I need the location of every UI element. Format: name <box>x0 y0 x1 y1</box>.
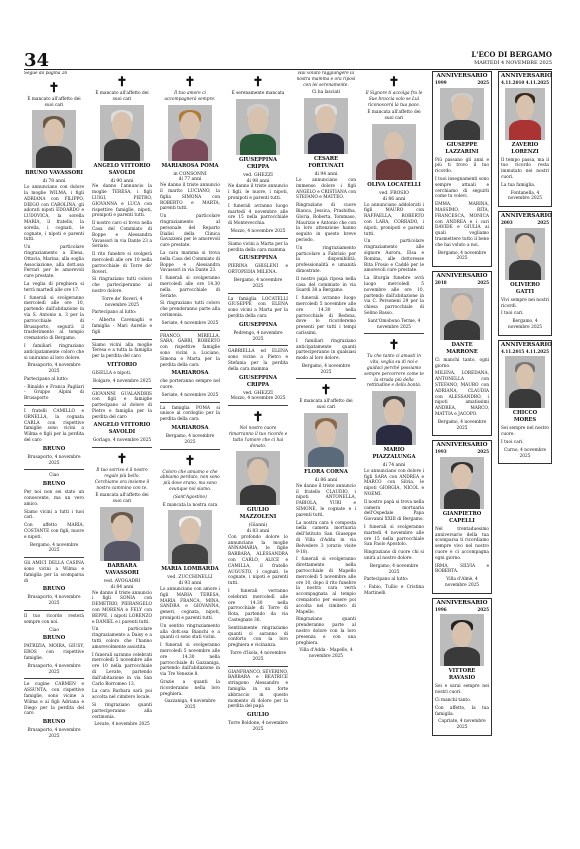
condolence-list: - Fabio, Tullio e Cristina Martinelli <box>364 585 424 597</box>
place-date: Brusaporto, 4 novembre 2025 <box>27 663 81 675</box>
divider <box>24 678 84 679</box>
notice-text: I tuoi insegnamenti sono sempre attuali e cerchiamo di seguirli come tu volevi. <box>435 176 489 200</box>
anniversary-years <box>501 220 549 226</box>
deceased-age: di 86 anni <box>314 478 338 484</box>
year-end: 4.11.2025 <box>525 79 549 85</box>
cross-icon: ✝ <box>252 410 264 426</box>
notice-text: La veglia di preghiera si terrà martedì alle ore 17. <box>24 281 84 293</box>
memorial-quote: Hai voluto raggiungere la nostra mamma e ora riposi con lei serenamente. <box>296 71 356 88</box>
year-end: 2025 <box>477 279 489 285</box>
divider <box>92 447 152 448</box>
anniversary-title: ANNIVERSARIO <box>436 273 488 280</box>
portrait-photo <box>440 288 484 340</box>
place-date: Bergamo, 4 novembre 2025 <box>437 419 487 431</box>
deceased-age: di 98 anni <box>246 178 270 184</box>
notice-text: Lo annunciano con dolore i figli SARA con ANDREA e MARCO con Silvia, le nipoti GIORGIA, NICOL e NOEMI. <box>364 468 424 498</box>
page-number: 34 <box>24 50 50 71</box>
divider <box>24 610 84 611</box>
place-date: Torre de' Roveri, 4 novembre 2025 <box>101 296 143 308</box>
notice-text: Per noi non sei stato un conoscente, ma un vero amico. <box>24 490 84 507</box>
notice-text: I funerali si svolgeranno mercoledì alle ore 10, partendo dall'abitazione in via S. Antonio n. 3 per la parrocchiale di Brusaporto, seguirà il trasferimento al tempio crematorio di Bergamo. <box>24 295 84 342</box>
memorial-quote: Il tuo sorriso è il nostro regalo più bello. Cerchiamo ora insieme il nostro cammino con te. <box>94 468 150 491</box>
divider <box>228 293 288 294</box>
notice-text: Ci manchi tanto, ogni giorno. <box>435 357 489 369</box>
condolence-list: - Rinaldo e Franca Pagliari - Gruppo Alpini di Brusaporto <box>24 384 84 402</box>
column-5 <box>296 71 356 841</box>
intro-text: È serenamente mancata <box>231 91 285 96</box>
deceased-name: GIUSEPPINA <box>238 255 278 262</box>
notice-text: che porteranno sempre nel cuore. <box>160 379 220 391</box>
notice-text: Si ringraziano tutti coloro che parteciperanno al nostro dolore. <box>92 277 152 294</box>
year-end: 2025 <box>477 449 489 455</box>
portrait-photo <box>236 99 280 155</box>
notice-text: La famiglia POMA si unisce al cordoglio per la perdita della cara <box>160 405 220 423</box>
notice-text: I funerali si svolgeranno mercoledì alle ore 14.30 nella parrocchiale di Seriate. <box>160 276 220 299</box>
place-date: Brusaporto, 4 novembre 2025 <box>27 454 81 466</box>
intro-text: È mancato all'affetto dei suoi cari <box>95 91 149 102</box>
divider <box>160 330 220 331</box>
notice-text: GABRIELLA ed ELENA sono vicine a Pietro e Stefania per la perdita della cara mamma <box>228 349 288 372</box>
portrait-photo <box>304 98 348 154</box>
intro-text: Ci ha lasciati <box>311 90 341 96</box>
place-date: Seriate, 4 novembre 2025 <box>161 320 219 326</box>
portrait-photo <box>236 451 280 505</box>
notice-text: I funerali si svolgeranno direttamente nella parrocchiale di Mapello mercoledì 5 novembre alle ore 10, dopo il rito funebre la nostra cara verrà accompagnata al tempio crematorio per essere poi accolta nel cimitero di Mapello. <box>296 557 356 615</box>
notice-text: I funerali saranno celebrati mercoledì 5 novembre alle ore 10 nella parrocchiale di Levate, partendo dall'abitazione in via San Carlo Borromeo 13. <box>92 652 152 687</box>
deceased-married-name: in CONSONNI <box>173 171 207 177</box>
condolence-label: Partecipano al lutto: <box>92 310 137 316</box>
place-date: Mozzo, 4 novembre 2025 <box>230 396 286 402</box>
notice-text: PIERINA GHISLENI e ORTOPEDIA MILENA. <box>228 264 288 276</box>
notice-text: Lo annunciano con dolore la moglie WILMA, i figli ADRIANA con FILIPPO, DIEGO con CAROLINA, gli adorati nipoti EDOARDO e LUDOVICA, la sorella MARIA, il fratello, la sorella, i cognati, le cognate, i nipoti e parenti tutti. <box>24 185 84 243</box>
divider <box>160 402 220 403</box>
year-start: 2018 <box>435 279 447 285</box>
deceased-name: MARIO PIAZZALUNGA <box>372 447 416 461</box>
deceased-age: di 94 anni <box>314 172 338 178</box>
column-7 <box>432 71 492 841</box>
deceased-age: di 83 anni <box>246 529 270 535</box>
deceased-married-name: ved. GHEZZI <box>243 172 273 178</box>
deceased-name: VITTORE RAVASIO <box>448 668 476 682</box>
notice-text: Le cugine CARMEN e ASSUNTA, con rispettive famiglie, sono vicine a Wilma e ai figli Adriana e Diego per la perdita del caro <box>24 682 84 717</box>
deceased-name: MARIAROSA <box>171 425 209 432</box>
deceased-name: OLIVIERO GATTI <box>510 281 540 295</box>
notice-text: La tua famiglia. <box>501 182 536 188</box>
notice-text: Un particolare ringraziamento alle signore Aurora, Elsa e Romina, alle dottoresse Rita Frosio e Caddè per le amorevoli cure prestate. <box>364 239 424 274</box>
notice-text: Vivi sempre nei nostri ricordi. <box>501 297 549 309</box>
place-date: Capriate, 4 novembre 2025 <box>438 719 486 731</box>
place-date: Mozzo, 4 novembre 2025 <box>230 228 286 234</box>
notice-text: Un ringraziamento particolare a Fabrizio per la disponibilità, professionalità e umanità dimostrate. <box>296 245 356 274</box>
divider <box>228 405 288 406</box>
notice-text: Ringraziano quanti prenderanno parte al nostro dolore con la loro presenza e con una preghiera. <box>296 617 356 646</box>
anniversary-years <box>435 80 489 86</box>
notice-text: I funerali avranno luogo martedì 4 novembre alle ore 15 nella parrocchiale di Montevecchia. <box>228 203 288 227</box>
notice-text: I tuoi cari. <box>501 439 524 445</box>
divider <box>228 666 288 667</box>
notice-text: Un particolare ringraziamento a Elena, Ottavia, Marina, alla soglia Associazione, alla dott.ssa Ferrari per le amorevoli cure prestate. <box>24 245 84 280</box>
greeting: Ciao <box>49 627 59 633</box>
anniversary-title: ANNIVERSARIO <box>501 341 552 348</box>
notice-text: Il tuo ricordo resterà sempre con noi. <box>24 614 84 625</box>
anniversary-title: ANNIVERSARIO <box>501 213 552 220</box>
anniversary-years <box>435 449 489 455</box>
notice-text: Siamo vicini alla moglie Teresa e a tutta la famiglia per la perdita del caro <box>92 342 152 360</box>
deceased-age: di 84 anni <box>110 584 134 590</box>
notice-text: EMMA, MARINA, MASSIMO, RITA, FRANCESCA, MONICA con ANDREA e i cari DAVIDE e GIULIA ai quali vogliamo trasmettere tutto il bene che hai voluto a noi. <box>435 202 489 248</box>
notice-text: Ne danno l'annuncio la moglie TERESA, i figli LUIGI, PIETRO, GIOVANNA e LUCA con rispettive famiglie, nipoti, pronipoti e parenti tutti. <box>92 184 152 219</box>
intro-text: È mancata all'affetto dei suoi cari <box>299 399 353 411</box>
anniversary-title: ANNIVERSARIO <box>501 73 552 79</box>
deceased-name: CHICCO MORES <box>512 410 538 424</box>
year-start: 1996 <box>435 606 447 612</box>
portrait-photo <box>168 510 212 564</box>
anniversary-years <box>501 80 549 86</box>
memorial-quote: Nel nostro cuore rimarranno il tuo ricordo e tutto l'amore che ci hai donato. <box>228 426 288 449</box>
memorial-quote: Coloro che amiamo e che abbiamo perduto, non sono più dove erano, ma sono ovunque noi siamo. <box>160 469 220 493</box>
notice-text: La cara mamma si trova nella Casa del Commiato di Boppe e Alessandra Vavassori in via Dante 23. <box>160 250 220 274</box>
notice-text: Grazie a quanti la ricorderanno nella loro preghiera. <box>160 680 220 697</box>
deceased-name: DANTE MARRONE <box>446 341 478 355</box>
notice-text: Con affetto, la tua famiglia. <box>435 705 489 717</box>
column-4 <box>228 71 288 841</box>
notice-text: MILENA, LOREDANA, ANTONELLA con STEFANO, MAURO con ADRIANA, CLAUDIA con ALESSANDRO, i nipoti amatissimi ANDREA, MARCO, MATTIA e JACOPO. <box>435 371 489 417</box>
column-6 <box>364 71 424 841</box>
year-end: 2025 <box>477 606 489 612</box>
notice-text: Più passano gli anni e più ti trovo il tuo ricordo. <box>435 157 489 175</box>
anniversary-notice <box>432 440 492 594</box>
notice-text: Sentitamente ringraziamo quanti ci saranno di conforto con la loro preghiera e vicinanza. <box>228 625 288 649</box>
anniversary-notice <box>432 598 492 736</box>
deceased-name: FLORA CORNA <box>304 469 348 476</box>
deceased-name: GIUSEPPINA CRIPPA <box>238 156 278 170</box>
notice-text: I funerali si svolgeranno mercoledì 5 novembre alle ore 14.30 nella parrocchiale di Gazzaniga, partendo dall'abitazione in via Tre Venezie 8. <box>160 643 220 678</box>
place-date: Bergamo, 4 novembre 2025 <box>507 319 543 330</box>
notice-text: Sei sempre nel nostro cuore. <box>501 426 549 438</box>
deceased-married-name: ved. ZUCCHINELLI <box>167 575 213 581</box>
portrait-photo <box>440 457 484 509</box>
deceased-name: GIUSEPPE LAZZARINI <box>445 141 479 155</box>
cross-icon: ✝ <box>116 75 128 90</box>
portrait-photo <box>372 124 416 180</box>
cross-icon: ✝ <box>252 75 264 90</box>
deceased-name: BRUNO <box>42 445 66 452</box>
divider <box>24 405 84 406</box>
deceased-name: BRUNO <box>42 481 66 488</box>
notice-text: Un sentito ringraziamento alla dott.ssa Bianchi e a quanti ci sono stati vicini. <box>160 623 220 641</box>
notice-text: Siamo vicini a tutti i tuoi cari. <box>24 509 84 521</box>
anniversary-notice <box>432 271 492 436</box>
portrait-photo <box>100 507 144 561</box>
deceased-age: di 93 anni <box>178 581 202 587</box>
year-start: 2003 <box>501 219 513 225</box>
notice-text: I funerali verranno celebrati mercoledì alle ore 14.30 nella parrocchiale di Torre di Rota, partendo da via Castegnate 36. <box>228 589 288 624</box>
notice-text: Ringraziano di cuore Bianca, Jessica, Prashitha, Gloria, Roberta, Tommaso, Maurizio e Antonio che con la loro attenzione hanno seguito in questo breve periodo. <box>296 203 356 243</box>
anniversary-title: ANNIVERSARIO <box>436 442 488 449</box>
portrait-photo <box>440 614 484 666</box>
year-start: 1993 <box>435 449 447 455</box>
page-header <box>24 50 552 71</box>
portrait-photo <box>304 413 348 467</box>
year-start: 1999 <box>435 79 447 85</box>
deceased-name: CESARE FORTUNATI <box>308 156 344 170</box>
anniversary-title: ANNIVERSARIO <box>436 73 488 79</box>
notice-text: Siamo vicini a Marta per la perdita della cara mamma <box>228 241 288 253</box>
anniversary-notice <box>432 71 492 267</box>
notice-text: Ne danno il triste annuncio i figli, le nuore, i nipoti, pronipoti e parenti tutti. <box>228 184 288 201</box>
deceased-age: di 86 anni <box>382 196 406 202</box>
notice-text: I fratelli CAMILLO e ORNELLA, la cognata CARLA con rispettive famiglie sono vicini a Wilma e figli per la perdita del caro <box>24 409 84 444</box>
condolence-label: Partecipano al lutto: <box>364 577 409 583</box>
place-date: Brusaporto, 4 novembre 2025 <box>27 728 81 739</box>
notice-text: Lo annunciano con amore i figli MARIA TERESA, MARIA FRANCA, MINA, SANDRA e GIOVANNA, generi, cognata, nipoti, pronipoti e parenti tutti. <box>160 587 220 622</box>
divider <box>160 449 220 450</box>
notice-text: Sei e sarai sempre nei nostri cuori. <box>435 684 489 696</box>
portrait-photo <box>440 88 484 140</box>
cross-icon: ✝ <box>48 80 60 96</box>
notice-text: Ringraziano di cuore chi si unirà al nostro dolore. <box>364 550 424 562</box>
notice-text: GIANFRANCO, SEVERINO, BARBARA e BEATRICE stringono Alessandro e famiglia in un forte abbraccio in questo momento di dolore per la perdita del papà <box>228 669 288 710</box>
deceased-name: GIANPIETRO CAPELLI <box>442 510 482 524</box>
notice-text: I funerali avranno luogo mercoledì 5 novembre alle ore 14.30 nella parrocchiale di Redona, dove lo ricorderemo presenti per tutti i tempi carissimi. <box>296 296 356 336</box>
deceased-name: VITTORIO <box>107 361 137 368</box>
publication-masthead <box>471 51 552 67</box>
deceased-name: GIUSEPPINA CRIPPA <box>238 374 278 388</box>
place-date: Torre d'Isola, 4 novembre 2025 <box>229 651 287 662</box>
column-2 <box>92 71 152 841</box>
deceased-name: BRUNO <box>42 719 66 726</box>
deceased-age: di 78 anni <box>42 179 66 185</box>
section-note: Segue da pagina 26 <box>24 71 68 76</box>
place-date: Torre Boldone, 4 novembre 2025 <box>228 721 288 732</box>
publication-name: L'ECO DI BERGAMO <box>471 50 552 59</box>
anniversary-title: ANNIVERSARIO <box>436 599 488 606</box>
deceased-age: di 74 anni <box>382 463 406 469</box>
place-date: Seriate, 4 novembre 2025 <box>161 392 219 398</box>
notice-text: IRMA, SILVIA e ROBERTA. <box>435 563 489 575</box>
deceased-age: di 90 anni <box>110 178 134 184</box>
place-date: Bolgare, 4 novembre 2025 <box>93 378 151 384</box>
column-8 <box>498 71 552 841</box>
notice-text: I familiari ringraziano anticipatamente coloro che si uniranno al loro dolore. <box>24 343 84 361</box>
intro-text: È mancato all'affetto dei suoi cari <box>27 96 81 108</box>
cross-icon: ✝ <box>184 453 196 469</box>
place-date: Brusaporto, 4 novembre 2025 <box>27 595 81 607</box>
place-date: Levate, 4 novembre 2025 <box>94 722 150 728</box>
portrait-photo <box>505 228 545 280</box>
cross-icon: ✝ <box>388 338 400 354</box>
deceased-name: BARBARA VAVASSORI <box>105 563 139 577</box>
notice-text: Un particolare ringraziamento al personale del Reparto Dialisi della Clinica Gavazzeni per le amorevoli cure prestate. <box>160 214 220 249</box>
place-date: Bergamo, 4 novembre 2025 <box>165 434 215 445</box>
divider <box>24 557 84 558</box>
deceased-name: GIULIO MAZZOLENI <box>239 507 277 521</box>
divider <box>296 378 356 379</box>
place-date: Pedrengo, 4 novembre 2025 <box>233 330 283 342</box>
memorial-quote: Il tuo amore ci accompagnerà sempre. <box>164 91 216 102</box>
intro-text: È mancata all'affetto dei suoi cari <box>367 110 421 122</box>
header-rule <box>24 69 552 70</box>
place-date: Gazzaniga, 4 novembre 2025 <box>164 699 216 711</box>
portrait-photo <box>168 105 212 161</box>
year-end: 2025 <box>477 79 489 85</box>
notice-text: Il nostro papà riposa nella casa del commiato in via Suardi 38 a Bergamo. <box>296 276 356 294</box>
notice-text: Si ringraziano tutti coloro che prenderanno parte alla cerimonia. <box>160 301 220 318</box>
memorial-quote: Il Signore ti accolga fra le Sue braccia solo se Lui riconoscerà la tua pace. <box>365 91 423 108</box>
quote-source: (Sant'Agostino) <box>173 494 207 500</box>
deceased-name: ZAVERIO LORENZI <box>511 141 539 155</box>
notice-text: Con profondo dolore lo annunciano la moglie ANNAMARIA, le figlie BARBARA, ALESSANDRA con CARLO, ALICE e CAMILLA, il fratello AUGUSTO, i cognati, le cognate, i nipoti e parenti tutti. <box>228 534 288 587</box>
divider <box>92 388 152 389</box>
notice-text: Ne danno il triste annuncio il fratello CLAUDIO, i nipoti ANTONELLA, FABIOLA, YURI e SIMONE, le cognate e i parenti tutti. <box>296 483 356 518</box>
deceased-name: BRUNO VAVASSORI <box>25 170 83 177</box>
deceased-nickname: (Gianni) <box>248 523 268 529</box>
notice-text: La nostra cara è composta nella camera mortuaria dell'Istituto San Giuseppe di Villa d'Adda in via Belvedere 3 (orario visite 9-18). <box>296 520 356 555</box>
place-date: Brusaporto, 4 novembre 2025 <box>27 363 81 375</box>
anniversary-years <box>501 349 549 355</box>
year-start: 4.11.2010 <box>501 79 525 85</box>
notice-text: Lo annunciano addolorati i figli MAURO con RAFFAELLA, ROBERTO con LARA, CORRADO, i nipoti, pronipoti e parenti tutti. <box>364 202 424 237</box>
notice-text: GISELLA e nipoti. <box>92 370 132 376</box>
deceased-name: BRUNO <box>42 635 66 642</box>
deceased-name: GIULIO <box>247 712 269 719</box>
place-date: Sant'Omobono Terme, 4 novembre 2025 <box>367 318 421 330</box>
notice-text: La liturgia funebre avrà luogo mercoledì 5 novembre alle ore 10, partendo dall'abitazione in via C. Personeni 29 per la chiesa parrocchiale di Selino Basso. <box>364 276 424 316</box>
notice-text: Nel trentaduesimo anniversario della tua scomparsa ti ricordiamo sempre vivo nel nostro cuore e ci accompagna ogni giorno. <box>435 526 489 561</box>
notice-text: Il nostro papà si trova nella camera mortuaria dell'Ospedale Papa Giovanni XXIII di Bergamo. <box>364 499 424 523</box>
place-date: Villa d'Adda - Mapello, 4 novembre 2025 <box>299 648 353 660</box>
deceased-name: BRUNO <box>42 586 66 593</box>
cross-icon: ✝ <box>388 75 400 90</box>
memorial-quote: Tu che tanto ci amasti in vita, veglia su di noi e guidaci perché possiamo sempre percorrere come te la strada più della rettitudine e della bontà. <box>364 354 424 389</box>
anniversary-notice <box>498 211 552 336</box>
cross-icon: ✝ <box>184 75 196 90</box>
deceased-name: ANGELO VITTORIO SAVOLDI <box>93 422 151 436</box>
greeting: Ciao <box>49 473 59 479</box>
anniversary-years <box>435 280 489 286</box>
deceased-married-name: ved. FROSIO <box>379 190 409 196</box>
divider <box>228 238 288 239</box>
divider <box>228 345 288 346</box>
portrait-photo <box>100 105 144 161</box>
deceased-name: ANGELO VITTORIO SAVOLDI <box>93 162 151 176</box>
divider <box>364 333 424 334</box>
deceased-age: di 77 anni <box>178 177 202 183</box>
anniversary-notice <box>498 340 552 465</box>
cross-icon: ✝ <box>320 383 332 399</box>
deceased-name: MARIAROSA <box>171 370 209 377</box>
notice-text: I familiari ringraziano anticipatamente quanti parteciperanno in qualsiasi modo al loro dolore. <box>296 338 356 362</box>
portrait-photo <box>32 110 76 168</box>
notice-text: GIOVANNI GUALANDRIS con figli e famiglie partecipano al dolore di Pietro e famiglia per la perdita del caro <box>92 391 152 420</box>
intro-text: È mancata all'affetto dei suoi cari <box>95 493 149 505</box>
notice-text: Si ringraziano quanti parteciperanno alla cerimonia. <box>92 703 152 720</box>
portrait-photo <box>372 391 416 445</box>
place-date: Bergamo, 4 novembre 2025 <box>29 542 79 554</box>
deceased-married-name: ved. GHEZZI <box>243 390 273 396</box>
place-date: Bergamo, 4 novembre 2025 <box>437 250 487 262</box>
notice-text: Ne danno il triste annuncio il marito LUCIANO, la figlia SIMONA con ROBERTO e MARTA, parenti tutti. <box>160 183 220 212</box>
divider <box>92 339 152 340</box>
notice-text: PATRIZIA, MOIRA, GIUSY, EROS con rispettive famiglie. <box>24 644 84 661</box>
place-date: Bergamo, 4 novembre 2025 <box>369 563 419 575</box>
place-date: Gorlago, 4 novembre 2025 <box>92 438 152 444</box>
notice-text: Ne danno il triste annuncio i figli SONIA con DEMETRIO, PIERANGELO con MORENA e FELY con BEPPE, i nipoti LORENZO e DANIEL e i parenti tutti. <box>92 590 152 625</box>
notice-text: La famiglia LOCATELLI GIUSEPPE con ELENA sono vicini a Marta per la perdita della cara <box>228 296 288 319</box>
column-1 <box>24 71 84 841</box>
year-end: 4.11.2025 <box>525 348 549 354</box>
notice-text: Un particolare ringraziamento a Daisy e a tutti coloro che l'hanno amorevolmente assistita. <box>92 627 152 650</box>
notice-text: La cara Barbara sarà poi accolta nel cimitero locale. <box>92 689 152 701</box>
condolence-list: - Alberto Cavenaghi e famiglia - Mari Aurelio e figli <box>92 318 152 335</box>
notice-text: Il rito funebre si svolgerà mercoledì alle ore 10 nella parrocchiale di Torre de' Roveri. <box>92 252 152 275</box>
column-3 <box>160 71 220 841</box>
divider <box>24 469 84 470</box>
anniversary-notice <box>498 71 552 207</box>
portrait-photo <box>505 356 545 408</box>
anniversary-years <box>435 607 489 613</box>
deceased-married-name: ved. AVOGADRI <box>103 579 141 585</box>
portrait-photo <box>505 88 545 140</box>
cross-icon: ✝ <box>116 452 128 468</box>
condolence-label: Partecipano al lutto: <box>24 376 69 382</box>
notice-text: Il tempo passa, ma il tuo ricordo resta immutato nei nostri cuori. <box>501 157 549 180</box>
notice-text: FRANCO, MIRELLA, SARA, GABRI, ROBERTO con rispettive famiglie sono vicini a Luciano, Simona e Marta per la perdita della cara <box>160 333 220 368</box>
place-date: Fontanella, 4 novembre 2025 <box>507 190 543 202</box>
place-date: Bergamo, 4 novembre 2025 <box>233 277 283 289</box>
year-end: 2025 <box>537 219 549 225</box>
notice-text: Ci manchi tanto. <box>435 698 472 704</box>
place-date: Curno, 4 novembre 2025 <box>503 447 547 459</box>
notice-text: Lo annunciano con immenso dolore i figli ANGELO e CRISTIANA con STEFANO e MATTEO. <box>296 177 356 201</box>
deceased-name: MARIA LOMBARDA <box>161 566 219 573</box>
deceased-name: OLIVA LOCATELLI <box>367 181 421 188</box>
place-date: Villa d'Almè, 4 novembre 2025 <box>444 577 480 589</box>
place-date: Bergamo, 4 novembre 2025 <box>301 363 351 375</box>
notice-text: Il nostro caro si trova nella Casa del Commiato di Boppe e Alessandra Vavassori in via Dante 23 a Seriate. <box>92 221 152 250</box>
deceased-name: MARIAROSA POMA <box>161 162 219 169</box>
notice-text: Con affetto MARIA, COSTANTE con figli, nuore e nipoti. <box>24 523 84 540</box>
intro-text: È mancata la nostra cara <box>162 502 218 508</box>
deceased-name: GIUSEPPINA <box>238 321 278 328</box>
notice-text: I tuoi cari. <box>501 311 524 317</box>
year-start: 4.11.2015 <box>501 348 525 354</box>
publication-date: MARTEDÌ 4 NOVEMBRE 2025 <box>474 60 552 66</box>
notice-text: Gli AMICI DELLA CASINA sono vicini a Wilma e famiglia per la scomparsa di <box>24 561 84 584</box>
notice-text: I funerali si svolgeranno martedì 4 novembre alle ore 15 nella parrocchiale San Paolo Apostolo. <box>364 525 424 548</box>
